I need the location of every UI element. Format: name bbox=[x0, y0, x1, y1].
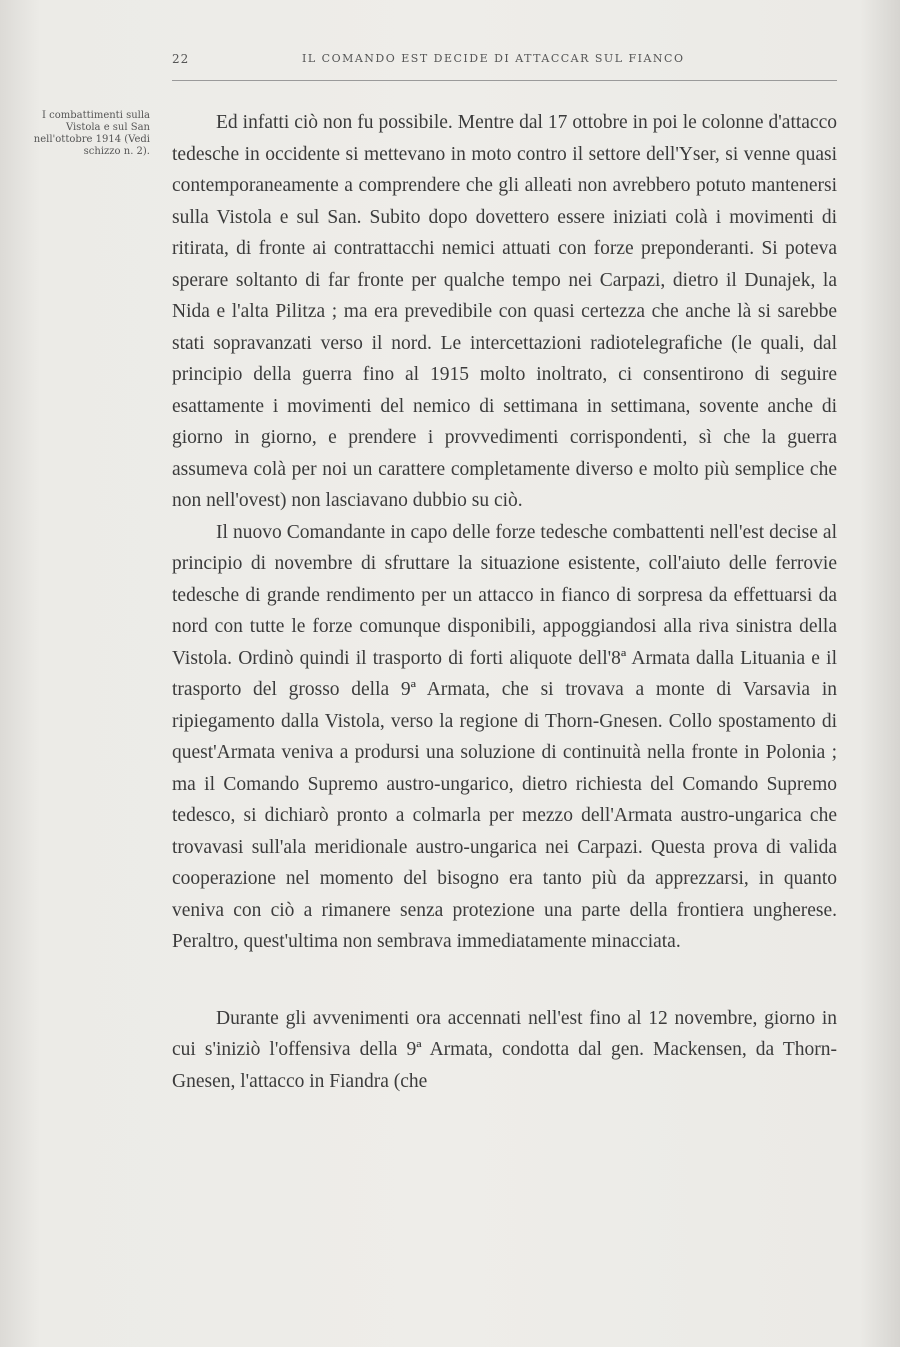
page-header bbox=[172, 52, 837, 76]
margin-note: I combattimenti sulla Vistola e sul San nell'ottobre 1914 (Vedi schizzo n. 2). bbox=[33, 110, 150, 157]
page-number: 22 bbox=[172, 52, 190, 66]
header-rule bbox=[172, 80, 837, 81]
paragraph: Il nuovo Comandante in capo delle forze tedesche combattenti nell'est decise al principio di novembre di sfruttare la situazione esistente, coll'aiuto delle ferrovie tedesche di grande rendimento per un attacco in fianco di sorpresa da effettuarsi da nord con tutte le forze comunque disponibili, appoggiandosi alla riva sinistra della Vistola. Ordinò quindi il trasporto di forti aliquote dell'8ª Armata dalla Lituania e il trasporto del grosso della 9ª Armata, che si trovava a monte di Varsavia in ripiegamento dalla Vistola, verso la regione di Thorn-Gnesen. Collo spostamento di quest'Armata veniva a prodursi una soluzione di continuità nella fronte in Polonia ; ma il Comando Supremo austro-ungarico, dietro richiesta del Comando Supremo tedesco, si dichiarò pronto a colmarla per mezzo dell'Armata austro-ungarica che trovavasi sull'ala meridionale austro-ungarica nei Carpazi. Questa prova di valida cooperazione nel momento del bisogno era tanto più da apprezzarsi, in quanto veniva con ciò a rimanere senza protezione una parte della frontiera ungherese. Peraltro, quest'ultima non sembrava immediatamente minacciata. bbox=[172, 521, 837, 952]
running-title: IL COMANDO EST DECIDE DI ATTACCAR SUL FIANCO bbox=[302, 52, 685, 65]
body-text bbox=[172, 107, 837, 1097]
paragraph: Durante gli avvenimenti ora accennati nell'est fino al 12 novembre, giorno in cui s'iniziò l'offensiva della 9ª Armata, condotta dal gen. Mackensen, da Thorn-Gnesen, l'attacco in Fiandra (che bbox=[172, 1007, 837, 1092]
paragraph: Ed infatti ciò non fu possibile. Mentre dal 17 ottobre in poi le colonne d'attacco tedesche in occidente si mettevano in moto contro il settore dell'Yser, si venne quasi contemporaneamente a comprendere che gli alleati non avrebbero potuto mantenersi sulla Vistola e sul San. Subito dopo dovettero essere iniziati colà i movimenti di ritirata, di fronte ai contrattacchi nemici attuati con forze preponderanti. Si poteva sperare soltanto di far fronte per qualche tempo nei Carpazi, dietro il Dunajek, la Nida e l'alta Pilitza ; ma era prevedibile con quasi certezza che anche là si sarebbe stati sopravanzati verso il nord. Le intercettazioni radiotelegrafiche (le quali, dal principio della guerra fino al 1915 molto inoltrato, ci consentirono di seguire esattamente i movimenti del nemico di settimana in settimana, sovente anche di giorno in giorno, e prendere i provvedimenti corrispondenti, sì che la guerra assumeva colà per noi un carattere completamente diverso e molto più semplice che non nell'ovest) non lasciavano dubbio su ciò. bbox=[172, 112, 837, 511]
